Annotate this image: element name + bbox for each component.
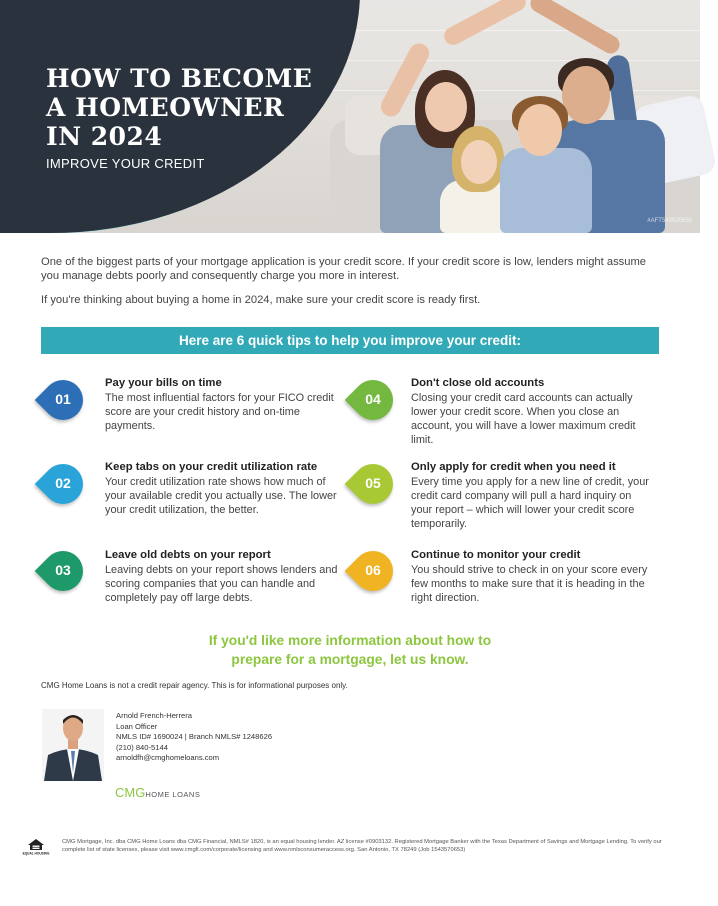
tip-title: Pay your bills on time: [105, 377, 222, 389]
tip-item-06: [411, 549, 651, 605]
agent-phone[interactable]: (210) 840-5144: [116, 742, 168, 752]
tip-title: Don't close old accounts: [411, 377, 545, 389]
tip-body: Leaving debts on your report shows lenders and scoring companies that you can handle and completely pay off large debts.: [105, 564, 338, 604]
tip-title: Leave old debts on your report: [105, 549, 271, 561]
agent-photo: [42, 709, 104, 781]
tip-body: Closing your credit card accounts can actually lower your credit score. When you close an account, you will have a lower maximum credit limit.: [411, 392, 636, 446]
tip-badge-06: 06: [353, 551, 399, 597]
call-to-action: If you'd like more information about how to prepare for a mortgage, let us know.: [208, 633, 492, 667]
tip-badge-01: 01: [43, 380, 89, 426]
tip-item-03: [105, 549, 345, 605]
tip-item-01: [105, 377, 345, 433]
equal-housing-icon: [22, 838, 50, 856]
page-subtitle: IMPROVE YOUR CREDIT: [46, 156, 205, 171]
legal-footer: CMG Mortgage, Inc. dba CMG Home Loans dba CMG Financial, NMLS# 1820, is an equal housing lender. AZ license #0903132. Registered Mortgage Banker with the Texas Department of Savings and Mortgage Lending. To verify our complete list of state licenses, please visit www.cmgfi.com/corporate/licensing and www.nmlsconsumeraccess.org. San Antonio, TX 78249 (Job 1543570653): [62, 839, 662, 853]
hero-banner: [0, 0, 700, 233]
svg-text:EQUAL HOUSING: EQUAL HOUSING: [22, 851, 50, 856]
tip-badge-05: 05: [353, 464, 399, 510]
tip-body: Every time you apply for a new line of credit, your credit card company will pull a hard inquiry on your report – which will lower your credit score temporarily.: [411, 476, 649, 530]
tip-item-02: [105, 461, 345, 517]
agent-title: Loan Officer: [116, 721, 158, 731]
photo-watermark: #AFT543520655: [647, 218, 692, 224]
tip-badge-03: 03: [43, 551, 89, 597]
tips-banner: Here are 6 quick tips to help you improve your credit:: [41, 327, 659, 354]
tip-body: The most influential factors for your FICO credit score are your credit history and on-time payments.: [105, 392, 334, 432]
tip-title: Continue to monitor your credit: [411, 549, 581, 561]
agent-email[interactable]: arnoldfh@cmghomeloans.com: [116, 753, 220, 762]
intro-paragraph-2: If you're thinking about buying a home in 2024, make sure your credit score is ready first.: [41, 294, 481, 306]
tip-title: Only apply for credit when you need it: [411, 461, 616, 473]
tip-badge-02: 02: [43, 464, 89, 510]
agent-name: Arnold French-Herrera: [116, 711, 192, 720]
tip-body: You should strive to check in on your score every few months to make sure that it is heading in the right direction.: [411, 564, 648, 604]
tip-item-05: [411, 461, 651, 531]
disclaimer: CMG Home Loans is not a credit repair agency. This is for informational purposes only.: [41, 681, 348, 690]
page-title: HOW TO BECOME A HOMEOWNER IN 2024: [46, 64, 313, 151]
agent-nmls: NMLS ID# 1690024 | Branch NMLS# 1248626: [116, 732, 273, 741]
tip-badge-04: 04: [353, 380, 399, 426]
intro-paragraph: One of the biggest parts of your mortgage application is your credit score. If your credit score is low, lenders might assume you manage debts poorly and consequently charge you more in interest.: [41, 256, 647, 282]
tip-title: Keep tabs on your credit utilization rate: [105, 461, 318, 473]
agent-info: [116, 711, 272, 764]
tip-body: Your credit utilization rate shows how much of your available credit you actually use. The lower your credit utilization, the better.: [105, 476, 337, 516]
cmg-logo: CMGHOME LOANS: [115, 785, 201, 800]
tip-item-04: [411, 377, 651, 447]
